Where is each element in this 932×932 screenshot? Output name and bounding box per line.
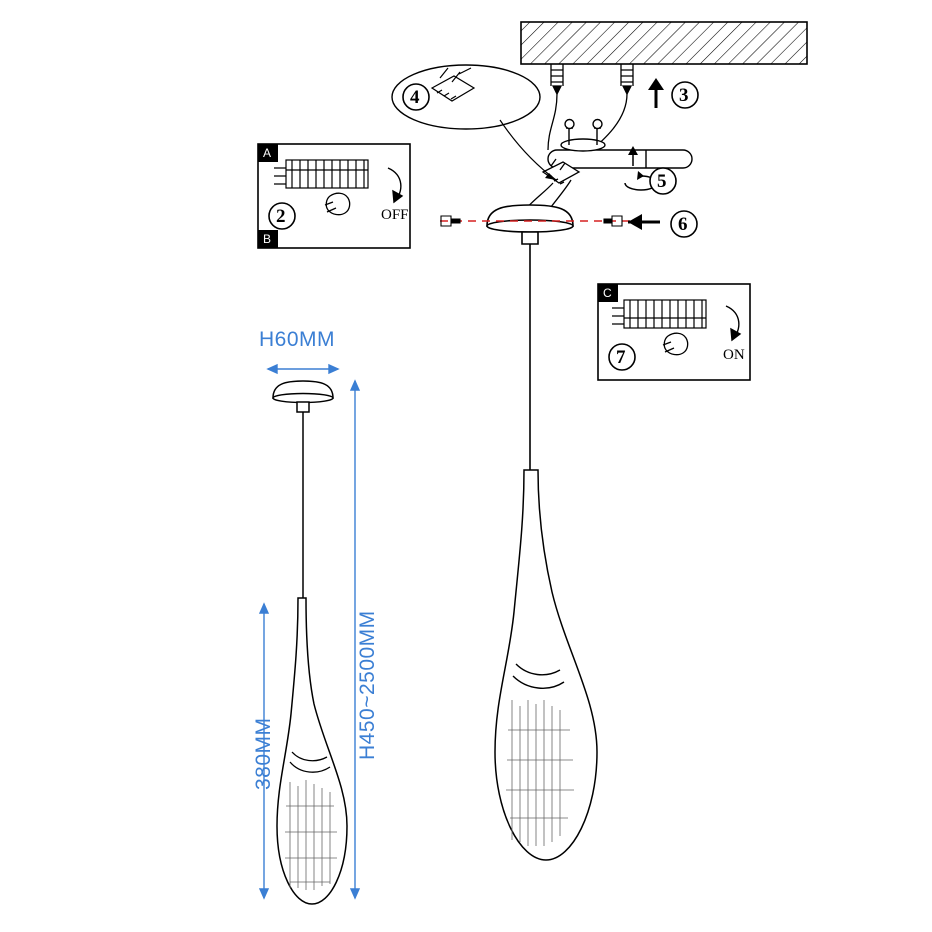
- step-6-arrow-icon: [628, 214, 660, 230]
- switch-off-label: OFF: [381, 207, 409, 223]
- panel-letter-c: C: [603, 286, 612, 300]
- ceiling-slab: [521, 22, 807, 64]
- step-number-7: 7: [616, 347, 626, 368]
- dimension-width-label: H60MM: [259, 328, 336, 351]
- step-number-2: 2: [276, 206, 286, 227]
- panel-letter-a: A: [263, 146, 272, 160]
- step-4-callout: [392, 65, 556, 180]
- step-3-arrow-icon: [648, 78, 664, 108]
- panel-letter-b: B: [263, 232, 272, 246]
- switch-on-label: ON: [723, 347, 745, 363]
- step-number-6: 6: [678, 214, 688, 235]
- pendant-fixture-installed: [495, 244, 597, 860]
- panel-a-b-switch-off: [258, 144, 410, 248]
- step-number-4: 4: [410, 87, 420, 108]
- step-number-5: 5: [657, 171, 667, 192]
- canopy: [487, 205, 573, 244]
- pendant-fixture-dimensioned: [273, 381, 347, 904]
- dimension-fixture-height-label: 380MM: [252, 717, 275, 790]
- dimension-drop-range-label: H450~2500MM: [356, 610, 379, 760]
- mounting-bracket: [548, 120, 692, 169]
- step-number-3: 3: [679, 85, 689, 106]
